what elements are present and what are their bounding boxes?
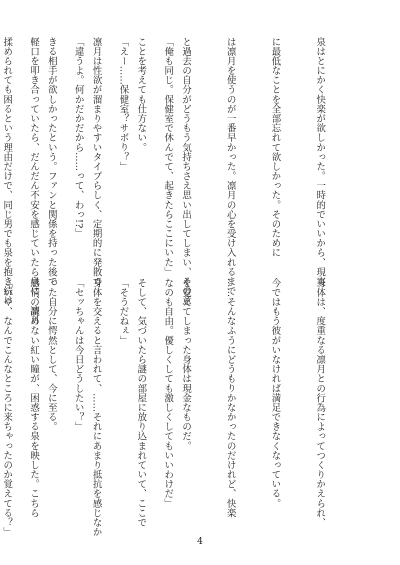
text-line: そして、気づいたら謎の部屋に放り込まれていて、ここで bbox=[135, 278, 147, 528]
text-line: 「俺も同じ。保健室で休んでて、起きたらここにいた」 bbox=[162, 37, 174, 277]
text-line: 身体を交えると言われて、……それにあまり抵抗を感じなか bbox=[90, 278, 102, 537]
text-line: と過去の自分がどうもう気持ちさえ思い出してしまい、その意 bbox=[180, 37, 192, 306]
text-line: に最低なことを全部忘れて欲しかった。そのために bbox=[269, 37, 281, 258]
text-line: 身体は、度重なる凛月との行為によってつくりかえられ、 bbox=[314, 278, 326, 528]
text-line: 感情の読めない紅い瞳が、困惑する泉を映した。こちら bbox=[28, 278, 40, 518]
text-line: 「セッちゃんは今日どうしたい？」 bbox=[72, 278, 84, 432]
text-line: 凛月は性欲が溜まりやすいタイプらしく、定期的に発散で bbox=[90, 37, 102, 287]
text-line: 「いや、なんでこんなところに来ちゃったのか覚えてる？」 bbox=[1, 278, 13, 537]
text-line: ことを考えても仕方ない。 bbox=[135, 37, 147, 153]
text-line: 泉はとにかく快楽が欲しかった。一時的でいいから、現実 bbox=[314, 37, 326, 287]
text-line: は凛月を使うのが一番早かった。凛月の心を受け入れるまで bbox=[224, 37, 236, 296]
text-line: ……そんなふうにどうもりかなかったのだけれど、快楽 bbox=[224, 278, 236, 518]
text-line: 軽口を叩き合っていたら、だんだん不安を感じていたら泉に、凛月 bbox=[28, 37, 40, 325]
text-line: 揉められても困るという理由だけで、同じ男でも泉を抱き続け bbox=[1, 37, 13, 306]
text-block-lower-left bbox=[28, 278, 204, 537]
page-number: 4 bbox=[197, 537, 203, 547]
text-line: った自分に愕然として、今に至る。 bbox=[45, 278, 57, 432]
text-line: 「そうだねぇ」 bbox=[117, 278, 129, 346]
text-line: なのも自由。優しくしても激しくしてもいいわけだ」 bbox=[162, 278, 174, 509]
text-line: 「えー……保健室？サボり？」 bbox=[117, 37, 129, 172]
text-line: を覚えてしまった身体は現金なものだ。 bbox=[180, 278, 192, 451]
text-line: 今ではもう彼がいなければ満足できなくなっている。 bbox=[269, 278, 281, 509]
text-line: きる相手が欲しかったという。ファンと関係を持った後で bbox=[45, 37, 57, 287]
text-line: 「違うよ。何かだかだから……って、わっ!?」 bbox=[72, 37, 84, 238]
